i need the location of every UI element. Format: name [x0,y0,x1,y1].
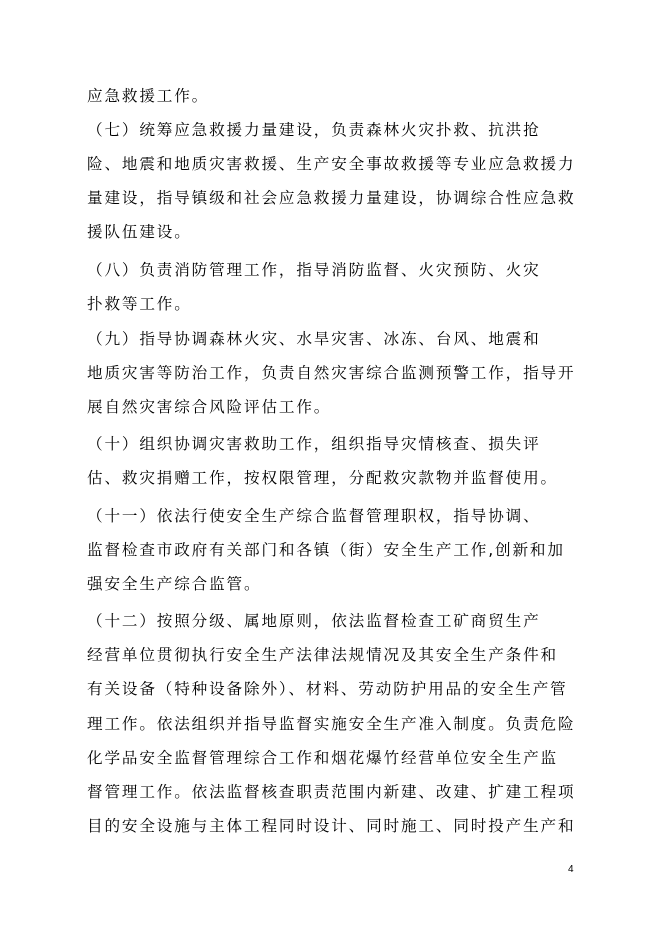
text-line: 应急救援工作。 [87,87,210,105]
text-line: （七）统筹应急救援力量建设，负责森林火灾扑救、抗洪抢 [87,121,541,139]
text-line: 地质灾害等防治工作，负责自然灾害综合监测预警工作，指导开 [87,364,576,382]
text-line: 强安全生产综合监管。 [87,575,262,593]
text-line: 经营单位贯彻执行安全生产法律法规情况及其安全生产条件和 [87,646,558,664]
text-line: （十二）按照分级、属地原则，依法监督检查工矿商贸生产 [87,612,541,630]
text-line: 目的安全设施与主体工程同时设计、同时施工、同时投产生产和 [87,817,576,835]
text-line: 量建设，指导镇级和社会应急救援力量建设，协调综合性应急救 [87,189,576,207]
text-line: 扑救等工作。 [87,295,192,313]
text-line: 理工作。依法组织并指导监督实施安全生产准入制度。负责危险 [87,715,576,733]
text-line: 有关设备（特种设备除外）、材料、劳动防护用品的安全生产管 [87,680,568,698]
text-line: 估、救灾捐赠工作，按权限管理，分配救灾款物并监督使用。 [87,469,558,487]
text-line: （九）指导协调森林火灾、水旱灾害、冰冻、台风、地震和 [87,330,541,348]
text-line: 展自然灾害综合风险评估工作。 [87,398,332,416]
text-line: 化学品安全监督管理综合工作和烟花爆竹经营单位安全生产监 [87,749,558,767]
text-line: 监督检查市政府有关部门和各镇（街）安全生产工作,创新和加 [87,541,565,559]
text-line: （十）组织协调灾害救助工作，组织指导灾情核查、损失评 [87,435,541,453]
text-line: （十一）依法行使安全生产综合监督管理职权，指导协调、 [87,507,541,525]
text-line: 险、地震和地质灾害救援、生产安全事故救援等专业应急救援力 [87,155,576,173]
text-line: 督管理工作。依法监督核查职责范围内新建、改建、扩建工程项 [87,783,576,801]
text-line: 援队伍建设。 [87,223,192,241]
text-line: （八）负责消防管理工作，指导消防监督、火灾预防、火灾 [87,261,541,279]
page-number: 4 [568,864,574,875]
